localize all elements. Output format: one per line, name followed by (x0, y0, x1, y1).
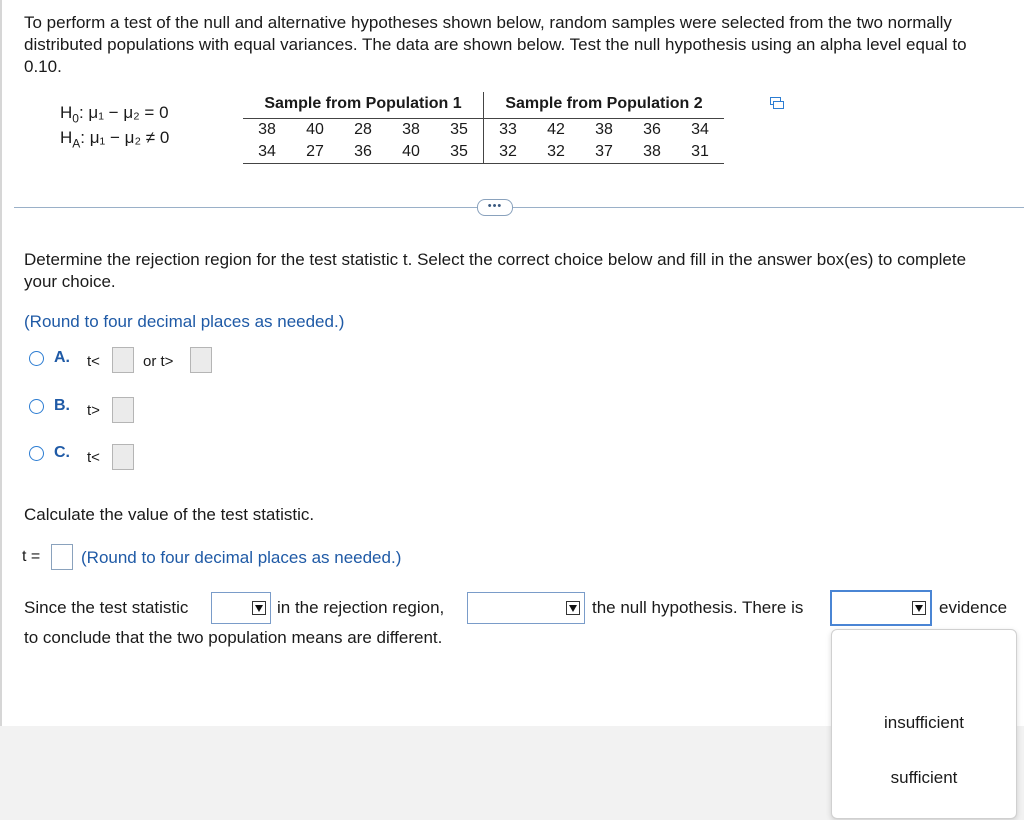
table-cell: 40 (306, 121, 324, 138)
q3-text-2: in the rejection region, (277, 598, 445, 617)
rejection-region-select[interactable] (211, 592, 271, 624)
chevron-down-icon (252, 601, 266, 615)
choice-c-letter: C. (54, 444, 70, 461)
chevron-down-icon (566, 601, 580, 615)
table-cell: 42 (547, 121, 565, 138)
q1-prompt: Determine the rejection region for the test statistic t. Select the correct choice below and fill in the answer box(es) to complete your choice. (24, 250, 967, 291)
table-cell: 27 (291, 141, 339, 164)
page-left-rule (0, 0, 2, 726)
choice-a-upper-input[interactable] (190, 347, 212, 373)
choice-b-letter: B. (54, 397, 70, 414)
pop2-header: Sample from Population 2 (484, 92, 725, 119)
table-cell: 38 (628, 141, 676, 164)
choice-a-letter: A. (54, 349, 70, 366)
choice-c-radio[interactable] (29, 446, 44, 461)
t-label: t = (22, 548, 41, 565)
table-cell: 28 (354, 121, 372, 138)
choice-a-pre-label: t< (87, 353, 100, 370)
choice-c-pre-label: t< (87, 449, 100, 466)
section-divider (14, 207, 1024, 208)
table-cell: 38 (595, 121, 613, 138)
q2-round-note: (Round to four decimal places as needed.) (81, 548, 402, 567)
choice-a-radio[interactable] (29, 351, 44, 366)
table-cell: 40 (387, 141, 435, 164)
table-cell: 32 (484, 141, 533, 164)
choice-a-lower-input[interactable] (112, 347, 134, 373)
decision-select[interactable] (467, 592, 585, 624)
table-cell: 35 (435, 141, 484, 164)
choice-b-pre-label: t> (87, 402, 100, 419)
null-hypothesis: $H_0$: μ₁ − μ₂ = 0 (60, 103, 169, 126)
choice-c-input[interactable] (112, 444, 134, 470)
table-cell: 36 (643, 121, 661, 138)
table-cell: 31 (676, 141, 724, 164)
choice-b-input[interactable] (112, 397, 134, 423)
table-cell: 36 (339, 141, 387, 164)
problem-intro: To perform a test of the null and alternative hypotheses shown below, random samples were selected from the two normally distributed populations with equal variances. The data are shown below. Test the null hypothesis using an alpha level equal to 0.10. (24, 13, 967, 76)
dropdown-option-insufficient[interactable]: insufficient (883, 713, 964, 732)
table-cell: 34 (691, 121, 709, 138)
choice-b-radio[interactable] (29, 399, 44, 414)
copy-data-icon[interactable] (770, 97, 784, 109)
table-cell: 38 (402, 121, 420, 138)
table-cell: 35 (450, 121, 468, 138)
alternative-hypothesis: $H_A$: μ₁ − μ₂ ≠ 0 (60, 128, 170, 151)
q1-round-note: (Round to four decimal places as needed.) (24, 312, 345, 331)
chevron-down-icon (912, 601, 926, 615)
q3-text-4: evidence (939, 598, 1008, 617)
table-cell: 38 (258, 121, 276, 138)
table-cell: 34 (243, 141, 291, 164)
table-cell: 37 (580, 141, 628, 164)
dropdown-option-sufficient[interactable]: sufficient (890, 768, 958, 787)
q3-text-3: the null hypothesis. There is (592, 598, 804, 617)
q3-text-5: to conclude that the two population means are different. (24, 628, 443, 647)
choice-a-mid-label: or t> (143, 353, 174, 370)
q3-text-1: Since the test statistic (24, 598, 189, 617)
test-statistic-input[interactable] (51, 544, 73, 570)
table-cell: 32 (532, 141, 580, 164)
pop1-header: Sample from Population 1 (243, 92, 484, 119)
evidence-select[interactable] (830, 590, 932, 626)
table-cell: 33 (484, 119, 533, 142)
evidence-dropdown-menu (831, 629, 1017, 819)
sample-data-table (243, 92, 724, 164)
more-button[interactable]: ••• (477, 199, 513, 216)
q2-prompt: Calculate the value of the test statistic. (24, 505, 315, 524)
